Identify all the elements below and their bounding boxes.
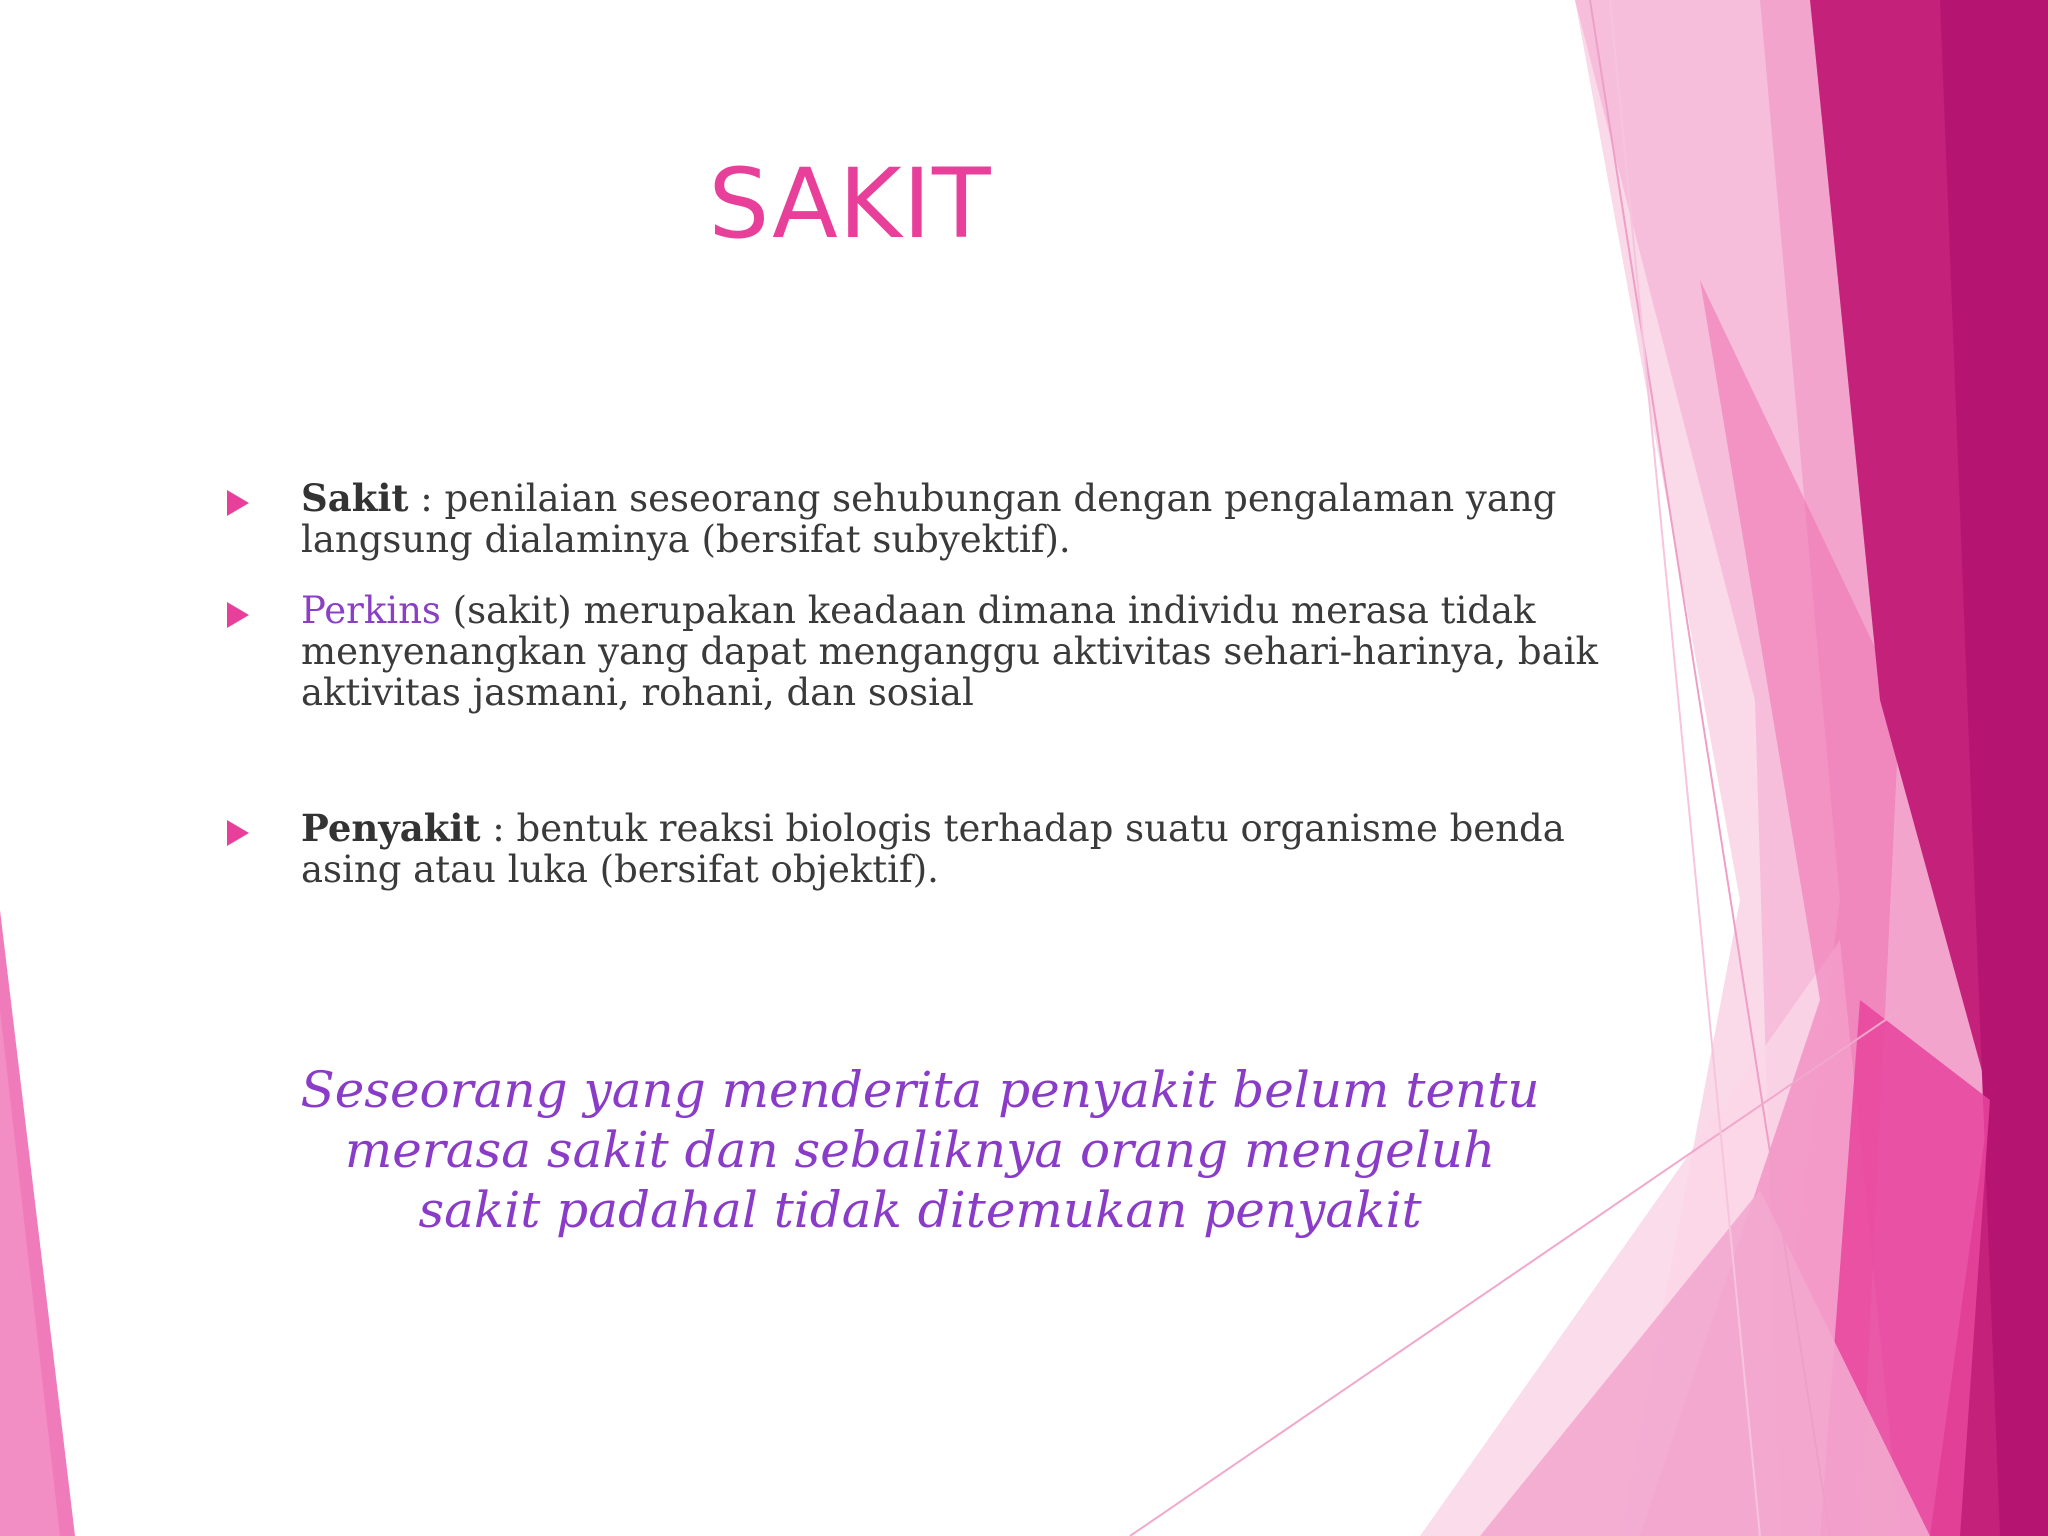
list-item (225, 478, 1625, 560)
bullet-term: Perkins (301, 589, 441, 632)
slide-title: SAKIT (708, 148, 992, 260)
bullet-term: Sakit (301, 476, 409, 520)
bullet-list (225, 478, 1625, 890)
bullet-text: : bentuk reaksi biologis terhadap suatu organisme benda asing atau luka (bersifat objektif). (301, 807, 1565, 891)
quote-block (180, 1060, 1660, 1240)
list-item (225, 808, 1625, 890)
list-item (225, 590, 1625, 713)
bullet-term: Penyakit (301, 806, 481, 850)
triangle-bullet-icon (227, 602, 249, 628)
triangle-bullet-icon (227, 490, 249, 516)
bullet-text: : penilaian seseorang sehubungan dengan pengalaman yang langsung dialaminya (bersifat subyektif). (301, 477, 1557, 561)
quote-line: sakit padahal tidak ditemukan penyakit (418, 1181, 1422, 1239)
triangle-bullet-icon (227, 820, 249, 846)
bullet-text: (sakit) merupakan keadaan dimana individu merasa tidak menyenangkan yang dapat menganggu aktivitas sehari-harinya, baik aktivitas jasmani, rohani, dan sosial (301, 589, 1598, 714)
quote-line: Seseorang yang menderita penyakit belum tentu (300, 1061, 1540, 1119)
quote-line: merasa sakit dan sebaliknya orang mengeluh (344, 1121, 1496, 1179)
